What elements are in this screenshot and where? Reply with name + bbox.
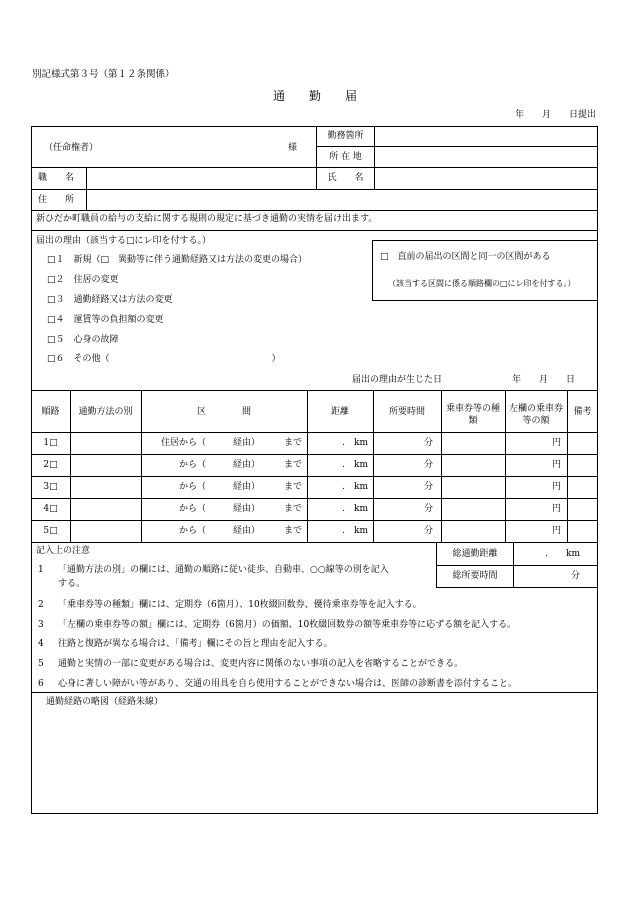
note-5-text: 通勤と実情の一部に変更がある場合は、変更内容に関係のない事項の記入を省略することができる。 [58,659,464,669]
total-distance-label: 総通勤距離 [452,549,498,559]
header-method: 通勤方法の別 [78,407,133,417]
map-area[interactable] [32,712,597,812]
notes-heading: 記入上の注意 [36,546,91,556]
position-label: 職 名 [38,173,75,183]
note-3-num: 3 [38,620,44,630]
reason-item-3[interactable]: □３ 通勤経路又は方法の変更 [47,295,173,305]
office-label: 勤務箇所 [327,131,364,141]
header-distance: 距離 [330,407,349,417]
address-label: 所 在 地 [329,152,362,162]
route-distance-5: . km [342,526,368,536]
note-4-num: 4 [38,639,44,649]
reason-date-fields: 年 月 日 [512,375,576,385]
route-via-1: 経由） [232,438,260,448]
route-via-5: 経由） [232,526,260,536]
note-2-text: 「乗車券等の種類」欄には、定期券（6箇月）、10枚綴回数券、優待乗車券等を記入する。 [58,600,422,610]
route-via-2: 経由） [232,460,260,470]
route-order-4[interactable]: 4□ [43,504,58,514]
note-1-text: 「通勤方法の別」の欄には、通勤の順路に従い徒歩、自動車、○○線等の別を記入 [58,565,389,575]
header-time: 所要時間 [388,407,425,417]
route-from-4: から（ [178,504,206,514]
route-from-5: から（ [178,526,206,536]
appointer-label: （任命権者） [44,143,99,153]
declaration-text: 新ひだか町職員の給与の支給に関する規則の規定に基づき通勤の実情を届け出ます。 [36,214,378,224]
route-amount-5: 円 [551,526,561,536]
same-route-note: （該当する区間に係る順路欄の□にレ印を付する。） [388,279,576,288]
reason-item-1[interactable]: □１ 新規（□ 異動等に伴う通勤経路又は方法の変更の場合） [47,255,308,265]
route-to-2: まで [283,460,302,470]
form-number: 別記様式第３号（第１２条関係） [32,69,175,80]
route-amount-2: 円 [551,460,561,470]
submission-date: 年 月 日提出 [514,110,596,120]
route-from-1: 住居から（ [160,438,206,448]
route-order-5[interactable]: 5□ [43,526,58,536]
route-from-3: から（ [178,482,206,492]
route-time-4: 分 [423,504,433,514]
route-order-2[interactable]: 2□ [43,460,58,470]
sama-label: 様 [288,143,298,153]
route-amount-4: 円 [551,504,561,514]
route-distance-4: . km [342,504,368,514]
header-section: 区 間 [196,407,251,417]
reason-heading: 届出の理由（該当する□にレ印を付する。） [36,236,212,246]
page-title: 通 勤 届 [272,89,357,103]
route-time-2: 分 [423,460,433,470]
route-to-1: まで [283,438,302,448]
reason-date-label: 届出の理由が生じた日 [352,375,443,385]
note-4-text: 往路と復路が異なる場合は、「備考」欄にその旨と理由を記入する。 [58,639,333,649]
note-6-text: 心身に著しい障がい等があり、交通の用具を自ら使用することができない場合は、医師の診断書を添付すること。 [58,679,518,689]
reason-item-2[interactable]: □２ 住居の変更 [47,275,119,285]
reason-item-5[interactable]: □５ 心身の故障 [47,335,119,345]
route-amount-3: 円 [551,482,561,492]
route-distance-1: . km [342,438,368,448]
total-time-value: 分 [570,571,580,581]
header-ticket-type: 乗車券等の種類 [445,404,500,426]
route-distance-3: . km [342,482,368,492]
header-order: 順路 [41,407,60,417]
reason-item-4[interactable]: □４ 運賃等の負担額の変更 [47,315,164,325]
note-1-num: 1 [38,565,44,575]
note-1-text-cont: する。 [58,579,86,589]
total-distance-value: . km [545,549,580,559]
route-to-3: まで [283,482,302,492]
note-5-num: 5 [38,659,44,669]
route-from-2: から（ [178,460,206,470]
route-time-1: 分 [423,438,433,448]
header-remarks: 備考 [573,407,592,417]
note-6-num: 6 [38,679,44,689]
route-distance-2: . km [342,460,368,470]
note-2-num: 2 [38,600,44,610]
route-to-5: まで [283,526,302,536]
route-order-1[interactable]: 1□ [43,438,58,448]
route-time-5: 分 [423,526,433,536]
route-via-4: 経由） [232,504,260,514]
route-time-3: 分 [423,482,433,492]
residence-label: 住 所 [38,195,75,205]
name-label: 氏 名 [327,173,364,183]
note-3-text: 「左欄の乗車券等の額」欄には、定期券（6箇月）の価額、10枚綴回数券の額等乗車券等に応ずる額を記入する。 [58,620,517,630]
reason-item-6[interactable]: □６ その他（ ） [47,354,281,364]
route-via-3: 経由） [232,482,260,492]
same-route-checkbox[interactable]: □ 直前の届出の区間と同一の区間がある [380,252,551,262]
route-to-4: まで [283,504,302,514]
route-order-3[interactable]: 3□ [43,482,58,492]
map-label: 通勤経路の略図（経路朱線） [46,697,164,707]
route-amount-1: 円 [551,438,561,448]
header-ticket-amount: 左欄の乗車券等の額 [508,404,563,426]
total-time-label: 総所要時間 [452,571,498,581]
